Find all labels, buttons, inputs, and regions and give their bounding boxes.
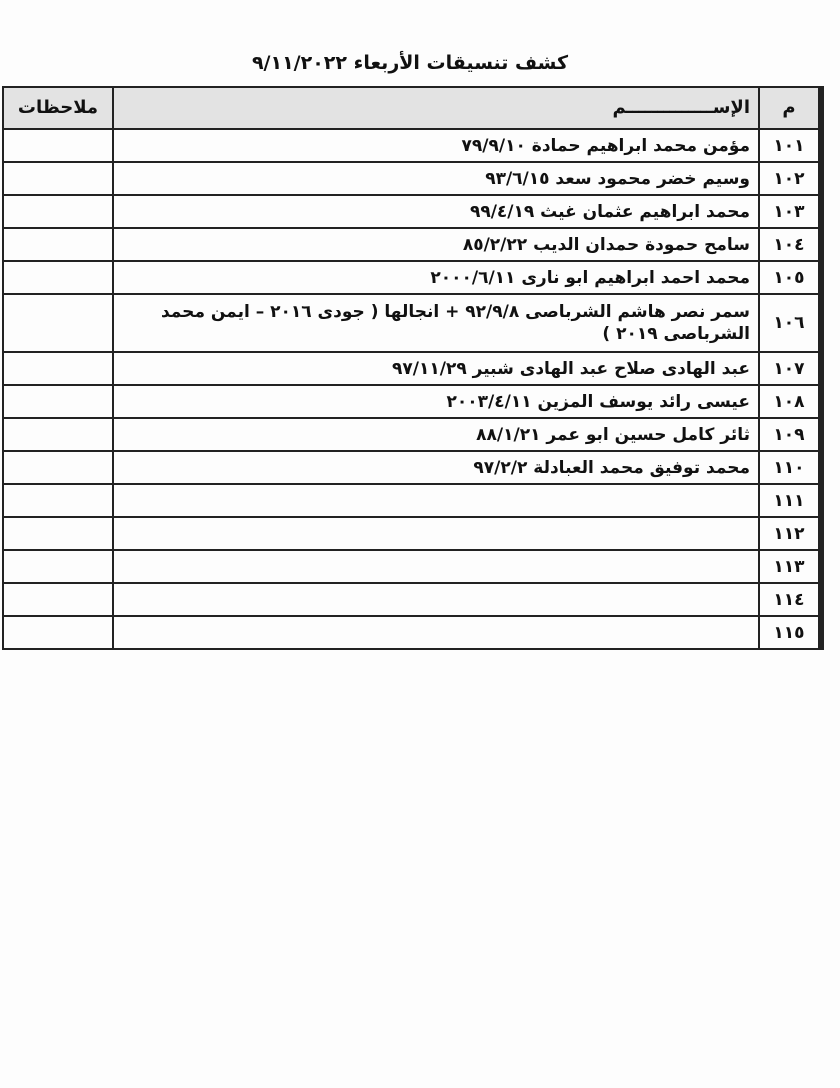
row-number: ١١٣: [759, 550, 821, 583]
row-number: ١٠٩: [759, 418, 821, 451]
row-name: [113, 616, 759, 649]
row-notes: [3, 162, 113, 195]
row-notes: [3, 195, 113, 228]
row-number: ١٠١: [759, 129, 821, 162]
row-notes: [3, 484, 113, 517]
table-row: [3, 162, 821, 195]
row-number: ١٠٤: [759, 228, 821, 261]
row-number: ١٠٢: [759, 162, 821, 195]
row-name: [113, 517, 759, 550]
row-notes: [3, 583, 113, 616]
table-row: [3, 583, 821, 616]
row-name: وسيم خضر محمود سعد ٩٣/٦/١٥: [113, 162, 759, 195]
table-row: [3, 129, 821, 162]
row-notes: [3, 616, 113, 649]
row-name: سامح حمودة حمدان الديب ٨٥/٢/٢٢: [113, 228, 759, 261]
row-name: عبد الهادى صلاح عبد الهادى شبير ٩٧/١١/٢٩: [113, 352, 759, 385]
header-number: م: [759, 87, 821, 129]
row-notes: [3, 129, 113, 162]
row-notes: [3, 261, 113, 294]
row-number: ١١٢: [759, 517, 821, 550]
row-number: ١٠٦: [759, 294, 821, 352]
table-row: [3, 616, 821, 649]
row-number: ١١٥: [759, 616, 821, 649]
row-name: محمد احمد ابراهيم ابو نارى ٢٠٠٠/٦/١١: [113, 261, 759, 294]
row-number: ١١١: [759, 484, 821, 517]
row-name: ثائر كامل حسين ابو عمر ٨٨/١/٢١: [113, 418, 759, 451]
table-row: [3, 451, 821, 484]
row-name: [113, 484, 759, 517]
document-title: كشف تنسيقات الأربعاء ٩/١١/٢٠٢٢: [251, 52, 569, 74]
table-row: [3, 517, 821, 550]
header-notes: ملاحظات: [3, 87, 113, 129]
table-row: [3, 195, 821, 228]
row-name: عيسى رائد يوسف المزين ٢٠٠٣/٤/١١: [113, 385, 759, 418]
row-name: محمد توفيق محمد العبادلة ٩٧/٢/٢: [113, 451, 759, 484]
registrations-table: [2, 86, 824, 650]
row-number: ١١٠: [759, 451, 821, 484]
row-notes: [3, 294, 113, 352]
row-name: [113, 583, 759, 616]
row-notes: [3, 418, 113, 451]
table-row: [3, 294, 821, 352]
table-header-row: [3, 87, 821, 129]
row-number: ١٠٧: [759, 352, 821, 385]
row-name: محمد ابراهيم عثمان غيث ٩٩/٤/١٩: [113, 195, 759, 228]
row-name: [113, 550, 759, 583]
row-name: مؤمن محمد ابراهيم حمادة ٧٩/٩/١٠: [113, 129, 759, 162]
table-row: [3, 418, 821, 451]
table-row: [3, 484, 821, 517]
row-notes: [3, 228, 113, 261]
table-row: [3, 550, 821, 583]
row-number: ١٠٣: [759, 195, 821, 228]
row-notes: [3, 451, 113, 484]
row-number: ١٠٥: [759, 261, 821, 294]
table-row: [3, 352, 821, 385]
table-row: [3, 385, 821, 418]
row-notes: [3, 385, 113, 418]
table-row: [3, 261, 821, 294]
row-notes: [3, 550, 113, 583]
header-name: الإســــــــــــــم: [113, 87, 759, 129]
table-row: [3, 228, 821, 261]
row-notes: [3, 517, 113, 550]
row-number: ١١٤: [759, 583, 821, 616]
row-number: ١٠٨: [759, 385, 821, 418]
row-name: سمر نصر هاشم الشرباصى ٩٢/٩/٨ + انجالها ( جودى ٢٠١٦ – ايمن محمد الشرباصى ٢٠١٩ ): [113, 294, 759, 352]
row-notes: [3, 352, 113, 385]
